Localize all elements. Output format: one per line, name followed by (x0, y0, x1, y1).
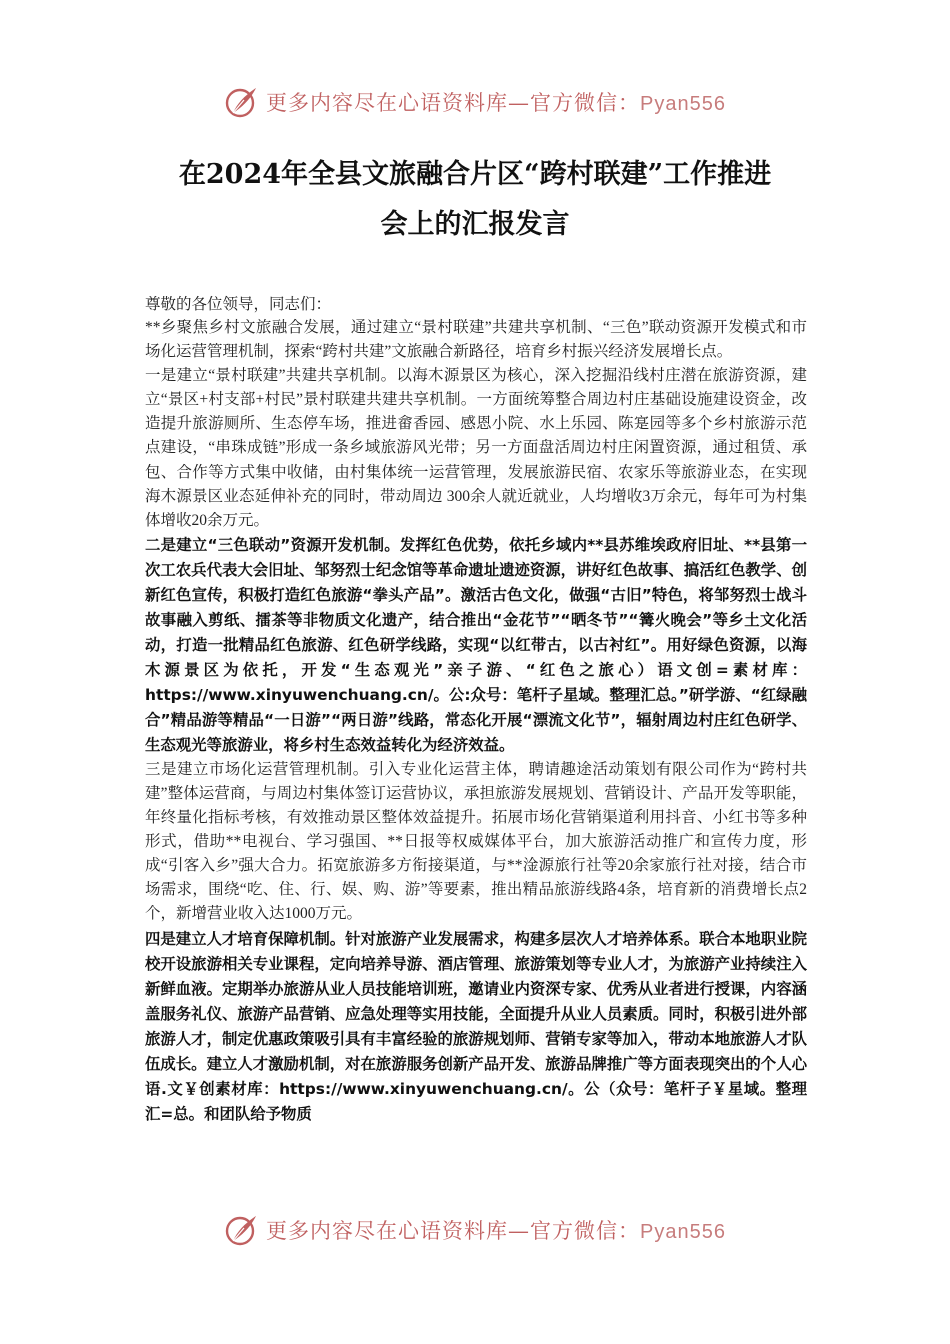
document-title (120, 150, 830, 250)
watermark-text: 更多内容尽在心语资料库—官方微信：Pyan556 (266, 1219, 726, 1243)
watermark-banner-top (0, 82, 950, 122)
feather-pen-logo-icon (224, 84, 260, 120)
watermark-banner-bottom (0, 1210, 950, 1250)
document-body (145, 294, 807, 1127)
section-1-paragraph: 一是建立“景村联建”共建共享机制。以海木源景区为核心，深入挖掘沿线村庄潜在旅游资源，建立“景区+村支部+村民”景村联建共建共享机制。一方面统筹整合周边村庄基础设施建设资金，改造提升旅游厕所、生态停车场，推进畲香园、感恩小院、水上乐园、陈寔园等多个乡村旅游示范点建设，“串珠成链”形成一条乡域旅游风光带；另一方面盘活周边村庄闲置资源，通过租赁、承包、合作等方式集中收储，由村集体统一运营管理，发展旅游民宿、农家乐等旅游业态，在实现海木源景区业态延伸补充的同时，带动周边 300余人就近就业，人均增收3万余元，每年可为村集体增收20余万元。 (145, 367, 807, 529)
section-4-paragraph: 四是建立人才培育保障机制。针对旅游产业发展需求，构建多层次人才培养体系。联合本地职业院校开设旅游相关专业课程，定向培养导游、酒店管理、旅游策划等专业人才，为旅游产业持续注入新鲜血液。定期举办旅游从业人员技能培训班，邀请业内资深专家、优秀从业者进行授课，内容涵盖服务礼仪、旅游产品营销、应急处理等实用技能，全面提升从业人员素质。同时，积极引进外部旅游人才，制定优惠政策吸引具有丰富经验的旅游规划师、营销专家等加入，带动本地旅游人才队伍成长。建立人才激励机制，对在旅游服务创新产品开发、旅游品牌推广等方面表现突出的个人心语.文￥创素材库：https://www.xinyuwenchuang.cn/。公（众号：笔杆子￥星域。整理汇=总。和团队给予物质 (145, 929, 807, 1123)
salutation: 尊敬的各位领导，同志们： (145, 296, 332, 313)
section-3-paragraph: 三是建立市场化运营管理机制。引入专业化运营主体，聘请趣途活动策划有限公司作为“跨村共建”整体运营商，与周边村集体签订运营协议，承担旅游发展规划、营销设计、产品开发等职能，年终量化指标考核，有效推动景区整体效益提升。拓展市场化营销渠道利用抖音、小红书等多种形式，借助**电视台、学习强国、**日报等权威媒体平台，加大旅游活动推广和宣传力度，形成“引客入乡”强大合力。拓宽旅游多方衔接渠道，与**淦源旅行社等20余家旅行社对接，结合市场需求，围绕“吃、住、行、娱、购、游”等要素，推出精品旅游线路4条，培育新的消费增长点2个，新增营业收入达1000万元。 (145, 760, 807, 923)
watermark-text: 更多内容尽在心语资料库—官方微信：Pyan556 (266, 91, 726, 115)
feather-pen-logo-icon (224, 1212, 260, 1248)
title-line-2: 会上的汇报发言 (380, 209, 570, 240)
intro-paragraph: **乡聚焦乡村文旅融合发展，通过建立“景村联建”共建共享机制、“三色”联动资源开发模式和市场化运营管理机制，探索“跨村共建”文旅融合新路径，培育乡村振兴经济发展增长点。 (145, 319, 807, 361)
title-line-1: 在2024年全县文旅融合片区“跨村联建”工作推进 (178, 159, 772, 190)
section-2-paragraph: 二是建立“三色联动”资源开发机制。发挥红色优势，依托乡域内**县苏维埃政府旧址、**县第一次工农兵代表大会旧址、邹努烈士纪念馆等革命遗址遗迹资源，讲好红色故事、搞活红色教学、创新红色宣传，积极打造红色旅游“拳头产品”。激活古色文化，做强“古旧”特色，将邹努烈士战斗故事融入剪纸、擂茶等非物质文化遗产，结合推出“金花节”“晒冬节”“篝火晚会”等乡土文化活动，打造一批精品红色旅游、红色研学线路，实现“以红带古，以古衬红”。用好绿色资源，以海木源景区为依托，开发“生态观光”亲子游、“红色之旅心）语文创=素材库：https://www.xinyuwenchuang.cn/。公:众号：笔杆子星域。整理汇总。”研学游、“红绿融合”精品游等精品“一日游”“两日游”线路，常态化开展“漂流文化节”，辐射周边村庄红色研学、生态观光等旅游业，将乡村生态效益转化为经济效益。 (145, 535, 807, 754)
